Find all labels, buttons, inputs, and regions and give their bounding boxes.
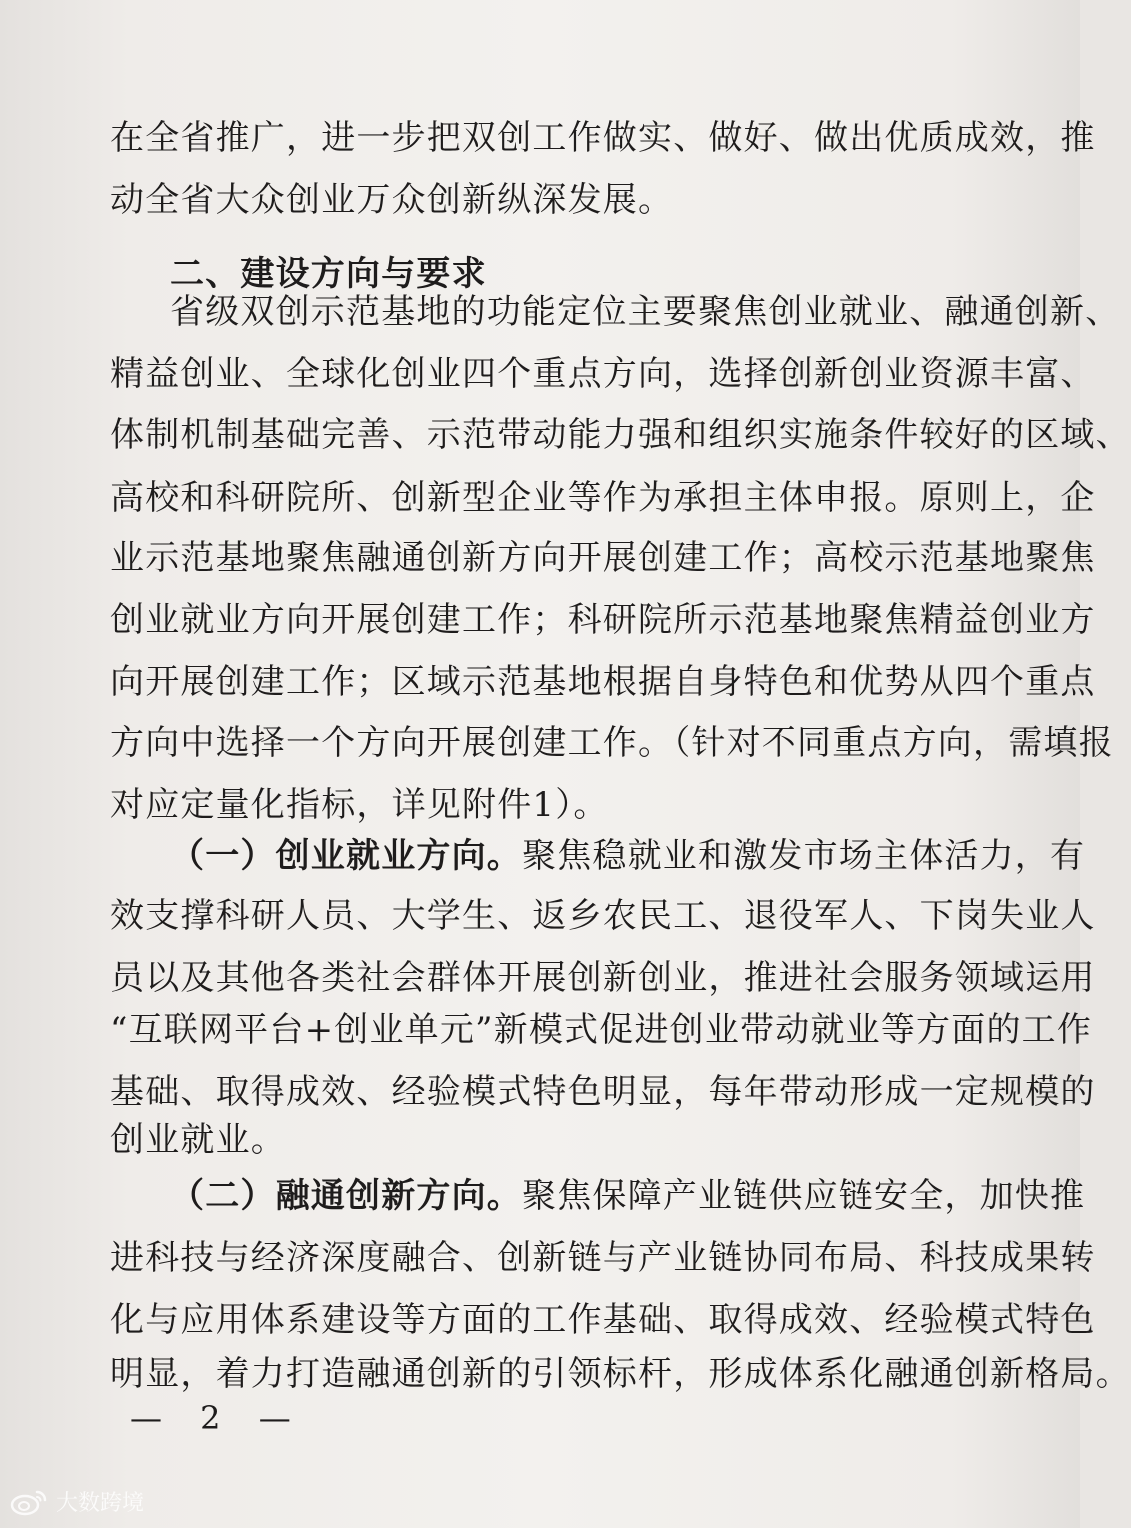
text-line-15: 效支撑科研人员、大学生、返乡农民工、退役军人、下岗失业人 [110, 896, 1096, 936]
text-line-24: 明显，着力打造融通创新的引领标杆，形成体系化融通创新格局。 [110, 1354, 1131, 1394]
text-line-1: 在全省推广，进一步把双创工作做实、做好、做出优质成效，推 [110, 118, 1096, 158]
text-line-10: 向开展创建工作；区域示范基地根据自身特色和优势从四个重点 [110, 662, 1096, 702]
text-line-7: 高校和科研院所、创新型企业等作为承担主体申报。原则上，企 [110, 478, 1096, 518]
subsection-2-title: （二）融通创新方向。 [170, 1176, 522, 1216]
text-line-18: 基础、取得成效、经验模式特色明显，每年带动形成一定规模的 [110, 1072, 1096, 1112]
text-line-19: 创业就业。 [110, 1120, 286, 1160]
text-line-23: 化与应用体系建设等方面的工作基础、取得成效、经验模式特色 [110, 1300, 1096, 1340]
section-heading: 二、建设方向与要求 [170, 254, 487, 294]
subsection-2-text: 聚焦保障产业链供应链安全，加快推 [522, 1176, 1086, 1216]
text-line-12: 对应定量化指标，详见附件1）。 [110, 785, 609, 825]
text-line-17: “互联网平台+创业单元”新模式促进创业带动就业等方面的工作 [110, 1010, 1093, 1050]
watermark [10, 1486, 144, 1517]
text-line-2: 动全省大众创业万众创新纵深发展。 [110, 180, 674, 220]
watermark-text: 大数跨境 [56, 1491, 145, 1516]
text-line-8: 业示范基地聚焦融通创新方向开展创建工作；高校示范基地聚焦 [110, 538, 1096, 578]
subsection-2-line [170, 1176, 1086, 1216]
page-number: — 2 — [130, 1399, 305, 1437]
subsection-1-line [170, 836, 1086, 876]
text-line-16: 员以及其他各类社会群体开展创新创业，推进社会服务领域运用 [110, 958, 1096, 998]
text-line-6: 体制机制基础完善、示范带动能力强和组织实施条件较好的区域、 [110, 415, 1131, 455]
text-line-4: 省级双创示范基地的功能定位主要聚焦创业就业、融通创新、 [170, 292, 1121, 332]
subsection-1-text: 聚焦稳就业和激发市场主体活力，有 [522, 836, 1086, 876]
text-line-5: 精益创业、全球化创业四个重点方向，选择创新创业资源丰富、 [110, 354, 1096, 394]
weibo-logo-icon [10, 1487, 50, 1517]
text-line-22: 进科技与经济深度融合、创新链与产业链协同布局、科技成果转 [110, 1238, 1096, 1278]
text-line-11: 方向中选择一个方向开展创建工作。（针对不同重点方向，需填报 [110, 723, 1114, 763]
text-line-9: 创业就业方向开展创建工作；科研院所示范基地聚焦精益创业方 [110, 600, 1096, 640]
subsection-1-title: （一）创业就业方向。 [170, 836, 522, 876]
